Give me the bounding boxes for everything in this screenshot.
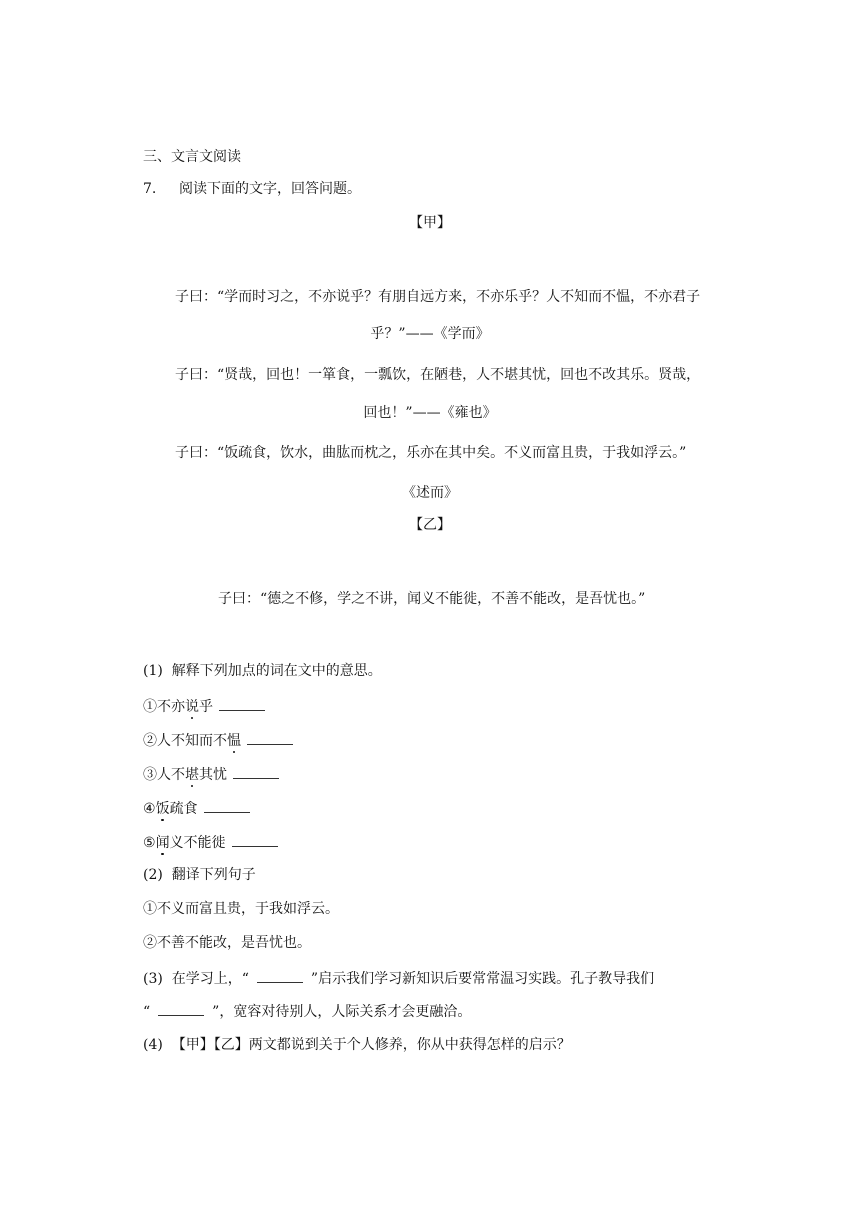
dotted-character: 闻 bbox=[155, 835, 170, 851]
sub1-item bbox=[143, 698, 265, 714]
sub1-item bbox=[143, 766, 279, 782]
answer-blank[interactable] bbox=[257, 970, 303, 983]
answer-blank[interactable] bbox=[232, 834, 278, 847]
dotted-character: 饭 bbox=[155, 801, 170, 817]
sub-question-3-text: ”，宽容对待别人，人际关系才会更融洽。 bbox=[212, 1004, 472, 1020]
item-text: 其忧 bbox=[199, 767, 227, 783]
item-text: 疏食 bbox=[169, 801, 198, 817]
sub2-item-2: ②不善不能改，是吾忧也。 bbox=[143, 935, 311, 951]
sub-question-3-label: (3) bbox=[143, 971, 163, 987]
sub-question-1-prompt: 解释下列加点的词在文中的意思。 bbox=[171, 663, 382, 679]
sub1-item bbox=[143, 732, 293, 748]
passage-jia-marker: 【甲】 bbox=[409, 215, 451, 231]
sub1-item bbox=[143, 800, 250, 816]
sub2-item-1: ①不义而富且贵，于我如浮云。 bbox=[143, 901, 339, 917]
question-number: 7. bbox=[143, 181, 157, 197]
answer-blank[interactable] bbox=[204, 800, 250, 813]
passage-jia-quote2-line2: 回也！”——《雍也》 bbox=[363, 405, 497, 421]
answer-blank[interactable] bbox=[247, 732, 293, 745]
sub-question-2-label: (2) bbox=[143, 867, 163, 883]
passage-jia-quote1-line1: 子曰：“学而时习之，不亦说乎？有朋自远方来，不亦乐乎？人不知而不愠，不亦君子 bbox=[175, 289, 701, 305]
dotted-character: 堪 bbox=[185, 767, 199, 783]
sub-question-3-text: 在学习上，“ bbox=[171, 971, 249, 987]
dotted-character: 愠 bbox=[227, 733, 241, 749]
passage-yi-quote: 子曰：“德之不修，学之不讲，闻义不能徙，不善不能改，是吾忧也。” bbox=[218, 591, 646, 607]
item-text: ③人不 bbox=[143, 767, 185, 783]
section-heading: 三、文言文阅读 bbox=[143, 149, 241, 165]
sub-question-1-label: (1) bbox=[143, 663, 163, 679]
item-text: ②人不知而不 bbox=[143, 733, 227, 749]
passage-yi-marker: 【乙】 bbox=[409, 517, 451, 533]
answer-blank[interactable] bbox=[158, 1003, 204, 1016]
passage-jia-quote2-line1: 子曰：“贤哉，回也！一箪食，一瓢饮，在陋巷，人不堪其忧，回也不改其乐。贤哉， bbox=[175, 367, 701, 383]
sub-question-4-label: (4) bbox=[143, 1037, 163, 1053]
sub-question-2 bbox=[143, 868, 256, 882]
passage-jia-quote3-line2: 《述而》 bbox=[402, 485, 458, 501]
question-prompt: 阅读下面的文字，回答问题。 bbox=[179, 181, 361, 197]
passage-jia-quote1-line2: 乎？”——《学而》 bbox=[370, 326, 490, 342]
sub-question-3-text: ”启示我们学习新知识后要常常温习实践。孔子教导我们 bbox=[310, 971, 655, 987]
sub1-item bbox=[143, 834, 278, 850]
sub-question-2-prompt: 翻译下列句子 bbox=[171, 867, 256, 883]
answer-blank[interactable] bbox=[219, 698, 265, 711]
item-text: ④ bbox=[143, 801, 156, 817]
sub-question-1 bbox=[143, 664, 382, 678]
sub-question-3 bbox=[143, 970, 654, 986]
item-text: ①不亦 bbox=[143, 699, 185, 715]
sub-question-3-text: “ bbox=[143, 1004, 151, 1020]
sub-question-3-cont bbox=[143, 1003, 471, 1019]
dotted-character: 说 bbox=[185, 699, 199, 715]
question-7 bbox=[143, 182, 361, 196]
sub-question-4-text: 【甲】【乙】两文都说到关于个人修养，你从中获得怎样的启示？ bbox=[171, 1037, 571, 1053]
item-text: ⑤ bbox=[143, 835, 156, 851]
passage-jia-quote3-line1: 子曰：“饭疏食，饮水，曲肱而枕之，乐亦在其中矣。不义而富且贵，于我如浮云。” bbox=[175, 445, 687, 461]
sub-question-4 bbox=[143, 1038, 571, 1052]
item-text: 乎 bbox=[199, 699, 213, 715]
answer-blank[interactable] bbox=[233, 766, 279, 779]
item-text: 义不能徙 bbox=[169, 835, 226, 851]
